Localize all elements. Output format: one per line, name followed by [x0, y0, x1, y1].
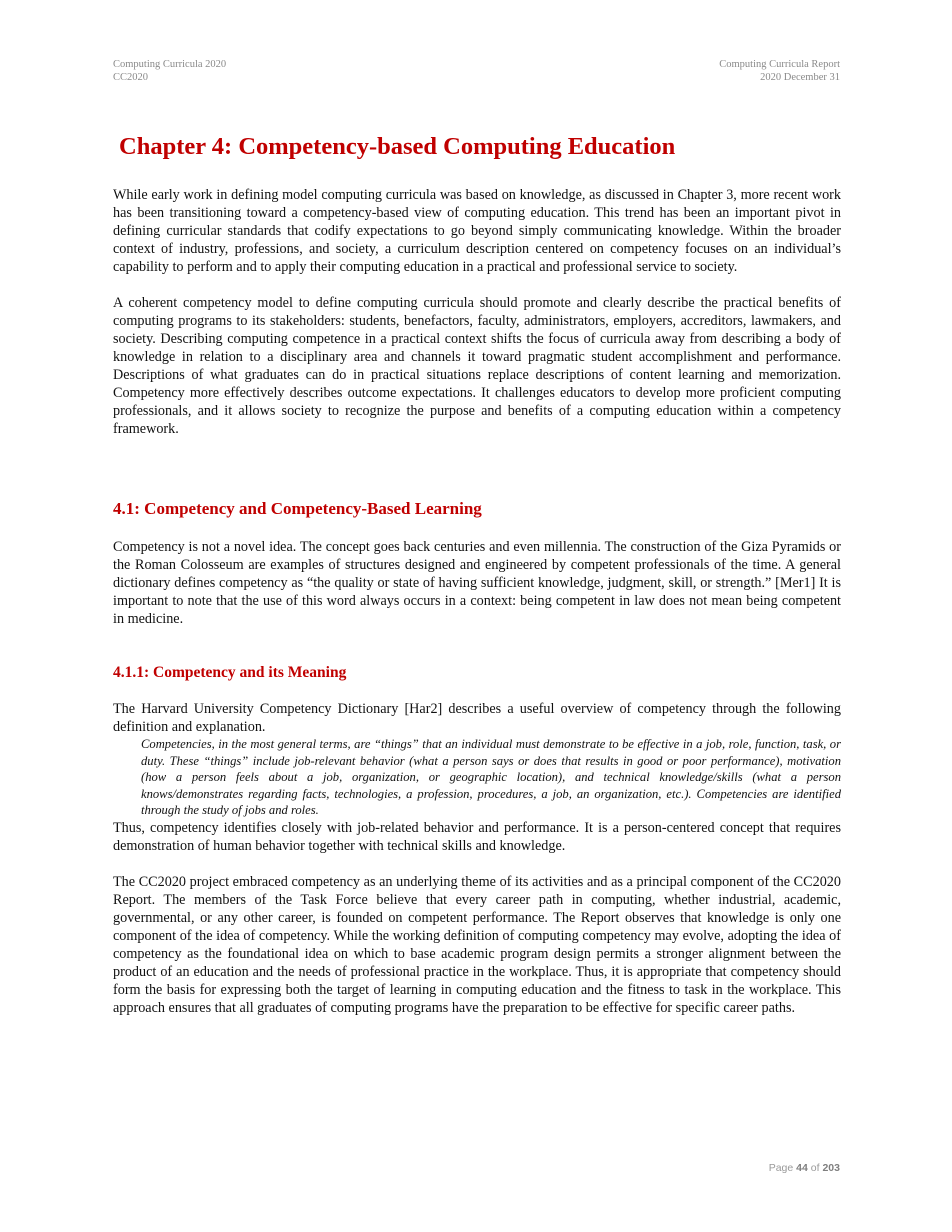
section-heading-4-1-1: 4.1.1: Competency and its Meaning — [113, 664, 347, 681]
header-report-name: Computing Curricula Report — [719, 59, 840, 70]
chapter-title: Chapter 4: Competency-based Computing Education — [119, 133, 676, 160]
section-4-1-1-lead: The Harvard University Competency Dictionary [Har2] describes a useful overview of competency through the following definition and explanation. — [113, 701, 841, 735]
footer-of-word: of — [810, 1162, 820, 1174]
intro-paragraph-1: While early work in defining model computing curricula was based on knowledge, as discussed in Chapter 3, more recent work has been transitioning toward a competency-based view of computing education. This trend has been an important pivot in defining curricular standards that codify expectations to go beyond simply communicating knowledge. Within the broader context of industry, professions, and society, a curriculum description centered on competency focuses on an individual’s capability to perform and to apply their computing education in a practical and professional service to society. — [113, 187, 841, 275]
page-footer — [769, 1162, 840, 1174]
section-4-1-paragraph: Competency is not a novel idea. The concept goes back centuries and even millennia. The construction of the Giza Pyramids or the Roman Colosseum are examples of structures designed and engineered by competent professionals of the time. A general dictionary defines competency as “the quality or state of having sufficient knowledge, judgment, skill, or strength.” [Mer1] It is important to note that the use of this word always occurs in a context: being competent in law does not mean being competent in medicine. — [113, 539, 841, 627]
definition-blockquote: Competencies, in the most general terms, are “things” that an individual must demonstrate to be effective in a job, role, function, task, or duty. These “things” include job-relevant behavior (what a person says or does that results in good or poor performance), motivation (how a person feels about a job, organization, or geographic location), and technical knowledge/skills (what a person knows/demonstrates regarding facts, technologies, a profession, procedures, a job, an organization, etc.). Competencies are identified through the study of jobs and roles. — [141, 737, 841, 817]
running-header-left — [113, 58, 226, 84]
running-header-right — [719, 58, 840, 84]
footer-page-word: Page — [768, 1162, 794, 1174]
section-4-1-1-after-quote: Thus, competency identifies closely with job-related behavior and performance. It is a person-centered concept that requires demonstration of human behavior together with technical skills and knowledge. — [113, 819, 841, 854]
header-short-title: CC2020 — [113, 72, 149, 83]
header-date: 2020 December 31 — [760, 72, 840, 83]
header-title: Computing Curricula 2020 — [113, 59, 227, 70]
footer-total-pages: 203 — [822, 1162, 840, 1174]
footer-page-number: 44 — [796, 1162, 808, 1174]
main-content — [113, 128, 841, 1017]
section-4-1-1-closing: The CC2020 project embraced competency as an underlying theme of its activities and as a principal component of the CC2020 Report. The members of the Task Force believe that every career path in computing, whether industrial, academic, governmental, or any other career, is founded on competent performance. The Report observes that knowledge is only one component of the idea of competency. While the working definition of computing competency may evolve, adopting the idea of competency as the foundational idea on which to base academic program design permits a stronger alignment between the product of an education and the needs of professional practice in the workplace. Thus, it is appropriate that competency should form the basis for expressing both the target of learning in computing education and the fitness to task in the workplace. This approach ensures that all graduates of computing programs have the preparation to be effective for specific career paths. — [113, 873, 841, 1016]
intro-paragraph-2: A coherent competency model to define computing curricula should promote and clearly describe the practical benefits of computing programs to its stakeholders: students, benefactors, faculty, administrators, employers, accreditors, lawmakers, and society. Describing computing competence in a practical context shifts the focus of curricula away from describing a body of knowledge in relation to a disciplinary area and channels it toward pragmatic student accomplishment and performance. Descriptions of what graduates can do in practical situations replace descriptions of content learning and memorization. Competency more effectively describes outcome expectations. It challenges educators to develop more proficient computing professionals, and it allows society to recognize the purpose and benefits of a computing education within a competency framework. — [113, 295, 841, 437]
section-heading-4-1: 4.1: Competency and Competency-Based Learning — [113, 499, 482, 518]
